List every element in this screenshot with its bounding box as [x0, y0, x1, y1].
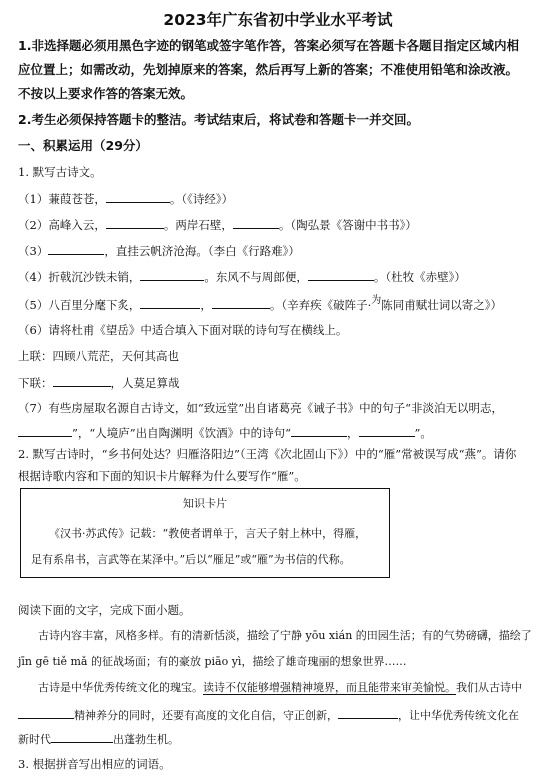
- q1-item-1: （1）蒹葭苍苍， 。（《诗经》）: [18, 192, 234, 206]
- couplet-lower: 下联： ，人莫足算哉: [18, 376, 180, 390]
- passage-line-3: 古诗是中华优秀传统文化的瑰宝。读诗不仅能够增强精神境界，而且能带来审美愉悦。我们从古诗中: [38, 681, 522, 694]
- q2-line-2: 根据诗歌内容和下面的知识卡片解释为什么要写作“雁”。: [18, 469, 306, 483]
- answer-blank[interactable]: [140, 268, 204, 281]
- passage-line-2: jīn gē tiě mǎ 的征战场面；有的豪放 piāo yì，描绘了雄奇瑰丽的想象世界……: [18, 655, 407, 668]
- q1-item-7-line-2: ”，“人境庐”出自陶渊明《饮酒》中的诗句“ ， ”。: [18, 424, 432, 441]
- answer-blank[interactable]: [359, 424, 415, 437]
- knowledge-card: [20, 488, 390, 578]
- reading-intro: 阅读下面的文字，完成下面小题。: [18, 603, 191, 617]
- q1-item-2: （2）高峰入云， 。两岸石壁， 。（陶弘景《答谢中书书》）: [18, 218, 417, 232]
- q1-item-6: （6）请将杜甫《望岳》中适合填入下面对联的诗句写在横线上。: [18, 323, 348, 337]
- answer-blank[interactable]: [140, 296, 200, 309]
- answer-blank[interactable]: [233, 216, 279, 229]
- passage-line-4: 精神养分的同时，还要有高度的文化自信，守正创新， ，让中华优秀传统文化在: [18, 706, 519, 724]
- answer-blank[interactable]: [291, 424, 347, 437]
- notice-line-4: 2.考生必须保持答题卡的整洁。考试结束后，将试卷和答题卡一并交回。: [18, 112, 419, 127]
- q1-item-3: （3） ，直挂云帆济沧海。（李白《行路难》）: [18, 244, 300, 258]
- card-line-2: 足有系帛书，言武等在某泽中。”后以“雁足”或“雁”为书信的代称。: [31, 553, 351, 566]
- answer-blank[interactable]: [53, 374, 111, 387]
- answer-blank[interactable]: [106, 216, 164, 229]
- q1-item-4: （4）折戟沉沙铁未销， 。东风不与周郎便， 。（杜牧《赤壁》）: [18, 270, 466, 284]
- q1-item-5: （5）八百里分麾下炙， ， 。（辛弃疾《破阵子·为陈同甫赋壮词以寄之》）: [18, 295, 502, 312]
- card-line-1: 《汉书·苏武传》记载：“教使者谓单于，言天子射上林中，得雁，: [49, 527, 367, 540]
- answer-blank[interactable]: [308, 268, 374, 281]
- couplet-upper: 上联：四顾八荒茫，天何其高也: [18, 349, 179, 363]
- q1-item-7-line-1: （7）有些房屋取名源自古诗文，如“致远堂”出自诸葛亮《诫子书》中的句子“非淡泊无以明志，: [18, 401, 503, 415]
- q1-title: 1. 默写古诗文。: [18, 165, 102, 179]
- answer-blank[interactable]: [51, 730, 113, 743]
- passage-line-5: 新时代 出蓬勃生机。: [18, 730, 179, 748]
- answer-blank[interactable]: [212, 296, 270, 309]
- card-title: 知识卡片: [183, 497, 227, 510]
- section-heading: 一、积累运用（29分）: [18, 138, 148, 153]
- underlined-sentence: 读诗不仅能够增强精神境界，而且能带来审美愉悦。: [203, 681, 456, 694]
- notice-line-3: 不按以上要求作答的答案无效。: [18, 86, 194, 101]
- q2-line-1: 2. 默写古诗时，“乡书何处达？归雁洛阳边”（王湾《次北固山下》）中的“雁”常被误写成“燕”。请你: [18, 447, 517, 461]
- answer-blank[interactable]: [338, 706, 398, 719]
- answer-blank[interactable]: [48, 242, 104, 255]
- answer-blank[interactable]: [18, 706, 74, 719]
- notice-line-1: 1.非选择题必须用黑色字迹的钢笔或签字笔作答，答案必须写在答题卡各题目指定区域内相: [18, 38, 519, 53]
- notice-line-2: 应位置上；如需改动，先划掉原来的答案，然后再写上新的答案；不准使用铅笔和涂改液。: [18, 62, 519, 77]
- passage-line-1: 古诗内容丰富，风格多样。有的清新恬淡，描绘了宁静 yōu xián 的田园生活；有的气势磅礴，描绘了: [38, 629, 532, 642]
- answer-blank[interactable]: [106, 190, 170, 203]
- q3-title: 3. 根据拼音写出相应的词语。: [18, 757, 171, 771]
- answer-blank[interactable]: [18, 424, 72, 437]
- exam-title: 2023年广东省初中学业水平考试: [163, 11, 393, 29]
